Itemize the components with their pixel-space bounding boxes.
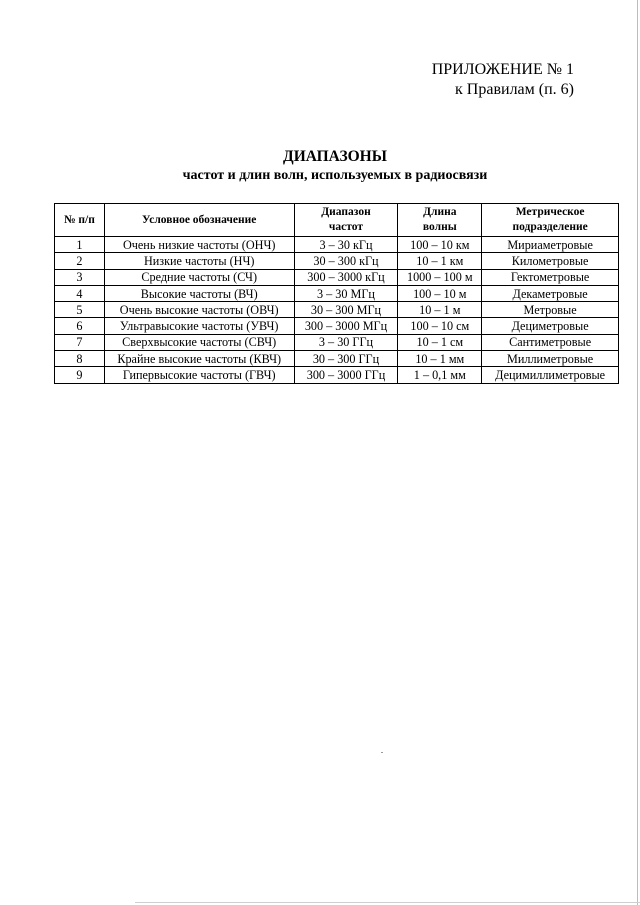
cell-name: Очень низкие частоты (ОНЧ) [104, 237, 294, 253]
cell-metric: Километровые [482, 253, 619, 269]
cell-metric: Гектометровые [482, 269, 619, 285]
page-edge-bottom [135, 902, 640, 903]
cell-name: Гипервысокие частоты (ГВЧ) [104, 367, 294, 383]
cell-range: 300 – 3000 ГГц [294, 367, 398, 383]
document-subtitle: частот и длин волн, используемых в радиосвязи [182, 168, 488, 183]
appendix-block [432, 60, 574, 100]
cell-range: 3 – 30 ГГц [294, 334, 398, 350]
cell-wave: 1000 – 100 м [398, 269, 482, 285]
cell-range: 300 – 3000 кГц [294, 269, 398, 285]
cell-wave: 10 – 1 мм [398, 351, 482, 367]
cell-num: 4 [55, 285, 105, 301]
cell-wave: 100 – 10 м [398, 285, 482, 301]
cell-wave: 1 – 0,1 мм [398, 367, 482, 383]
table-row [55, 367, 619, 383]
cell-num: 7 [55, 334, 105, 350]
cell-name: Средние частоты (СЧ) [104, 269, 294, 285]
cell-metric: Декаметровые [482, 285, 619, 301]
table-row [55, 237, 619, 253]
header-wave: Длина волны [398, 204, 482, 237]
table-row [55, 334, 619, 350]
cell-name: Высокие частоты (ВЧ) [104, 285, 294, 301]
cell-metric: Сантиметровые [482, 334, 619, 350]
cell-range: 3 – 30 МГц [294, 285, 398, 301]
header-metric: Метрическое подразделение [482, 204, 619, 237]
frequency-ranges-table [54, 203, 619, 384]
table-header-row [55, 204, 619, 237]
cell-wave: 10 – 1 см [398, 334, 482, 350]
table-row [55, 269, 619, 285]
cell-name: Низкие частоты (НЧ) [104, 253, 294, 269]
header-num: № п/п [55, 204, 105, 237]
cell-name: Сверхвысокие частоты (СВЧ) [104, 334, 294, 350]
cell-name: Очень высокие частоты (ОВЧ) [104, 302, 294, 318]
scan-speck [381, 752, 383, 753]
cell-num: 2 [55, 253, 105, 269]
cell-metric: Дециметровые [482, 318, 619, 334]
cell-name: Крайне высокие частоты (КВЧ) [104, 351, 294, 367]
table-row [55, 302, 619, 318]
cell-num: 6 [55, 318, 105, 334]
cell-wave: 10 – 1 км [398, 253, 482, 269]
cell-wave: 10 – 1 м [398, 302, 482, 318]
cell-range: 30 – 300 МГц [294, 302, 398, 318]
cell-num: 3 [55, 269, 105, 285]
cell-metric: Мириаметровые [482, 237, 619, 253]
cell-range: 30 – 300 кГц [294, 253, 398, 269]
cell-range: 3 – 30 кГц [294, 237, 398, 253]
cell-num: 8 [55, 351, 105, 367]
cell-range: 30 – 300 ГГц [294, 351, 398, 367]
cell-num: 5 [55, 302, 105, 318]
table-row [55, 285, 619, 301]
appendix-reference: к Правилам (п. 6) [455, 81, 574, 98]
table-row [55, 253, 619, 269]
cell-num: 1 [55, 237, 105, 253]
cell-num: 9 [55, 367, 105, 383]
page-edge-right [637, 0, 638, 905]
cell-metric: Метровые [482, 302, 619, 318]
cell-wave: 100 – 10 см [398, 318, 482, 334]
header-range: Диапазон частот [294, 204, 398, 237]
cell-metric: Децимиллиметровые [482, 367, 619, 383]
cell-range: 300 – 3000 МГц [294, 318, 398, 334]
cell-name: Ультравысокие частоты (УВЧ) [104, 318, 294, 334]
cell-metric: Миллиметровые [482, 351, 619, 367]
cell-wave: 100 – 10 км [398, 237, 482, 253]
table-row [55, 318, 619, 334]
table-row [55, 351, 619, 367]
header-name: Условное обозначение [104, 204, 294, 237]
appendix-number: ПРИЛОЖЕНИЕ № 1 [431, 61, 574, 78]
document-title: ДИАПАЗОНЫ [283, 148, 387, 165]
